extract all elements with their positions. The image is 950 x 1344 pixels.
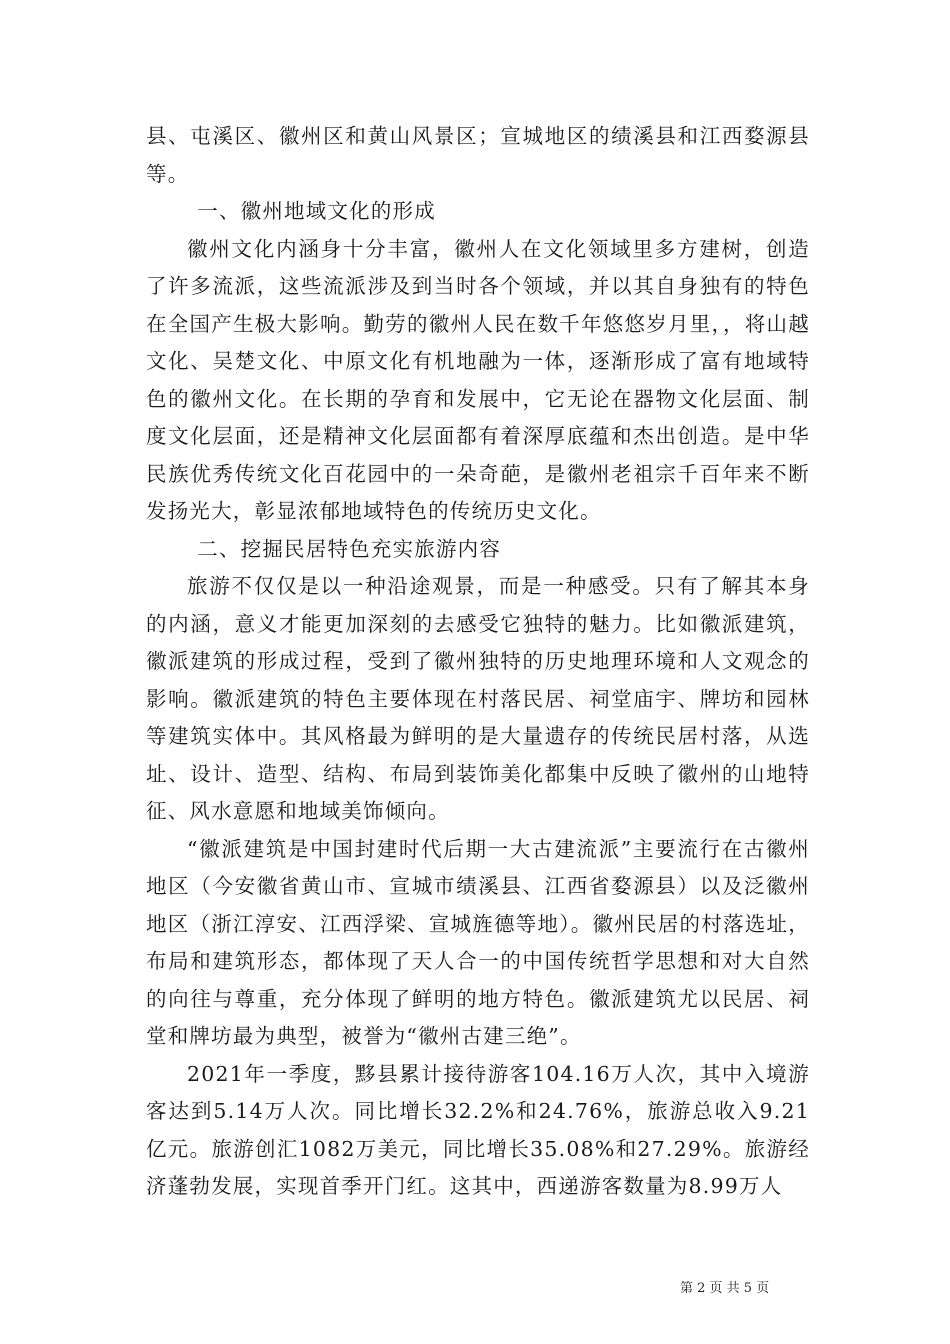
paragraph-huizhou-architecture: “徽派建筑是中国封建时代后期一大古建流派”主要流行在古徽州地区（今安徽省黄山市、宣城市绩溪县、江西省婺源县）以及泛徽州地区（浙江淳安、江西浮梁、宣城旌德等地）。徽州民居的村落选址，布局和建筑形态，都体现了天人合一的中国传统哲学思想和对大自然的向往与尊重，充分体现了鲜明的地方特色。徽派建筑尤以民居、祠堂和牌坊最为典型，被誉为“徽州古建三绝”。 — [146, 836, 810, 1048]
paragraph-continuation: 县、屯溪区、徽州区和黄山风景区；宣城地区的绩溪县和江西婺源县等。 — [146, 124, 810, 186]
page-number: 第 2 页 共 5 页 — [680, 1281, 770, 1296]
document-body — [146, 118, 810, 1206]
paragraph-tourism-statistics: 2021年一季度，黟县累计接待游客104.16万人次，其中入境游客达到5.14万人次。同比增长32.2%和24.76%，旅游总收入9.21亿元。旅游创汇1082万美元，同比增长35.08%和27.29%。旅游经济蓬勃发展，实现首季开门红。这其中，西递游客数量为8.99万人 — [146, 1061, 810, 1198]
section-heading-1: 一、徽州地域文化的形成 — [197, 199, 436, 223]
section-heading-2: 二、挖掘民居特色充实旅游内容 — [197, 536, 502, 561]
paragraph-culture-formation: 徽州文化内涵身十分丰富，徽州人在文化领域里多方建树，创造了许多流派，这些流派涉及到当时各个领域，并以其自身独有的特色在全国产生极大影响。勤劳的徽州人民在数千年悠悠岁月里，，将山越文化、吴楚文化、中原文化有机地融为一体，逐渐形成了富有地域特色的徽州文化。在长期的孕育和发展中，它无论在器物文化层面、制度文化层面，还是精神文化层面都有着深厚底蕴和杰出创造。是中华民族优秀传统文化百花园中的一朵奇葩，是徽州老祖宗千百年来不断发扬光大，彰显浓郁地域特色的传统历史文化。 — [146, 236, 810, 523]
paragraph-tourism-architecture: 旅游不仅仅是以一种沿途观景，而是一种感受。只有了解其本身的内涵，意义才能更加深刻的去感受它独特的魅力。比如徽派建筑，徽派建筑的形成过程，受到了徽州独特的历史地理环境和人文观念的影响。徽派建筑的特色主要体现在村落民居、祠堂庙宇、牌坊和园林等建筑实体中。其风格最为鲜明的是大量遗存的传统民居村落，从选址、设计、造型、结构、布局到装饰美化都集中反映了徽州的山地特征、风水意愿和地域美饰倾向。 — [146, 574, 810, 823]
